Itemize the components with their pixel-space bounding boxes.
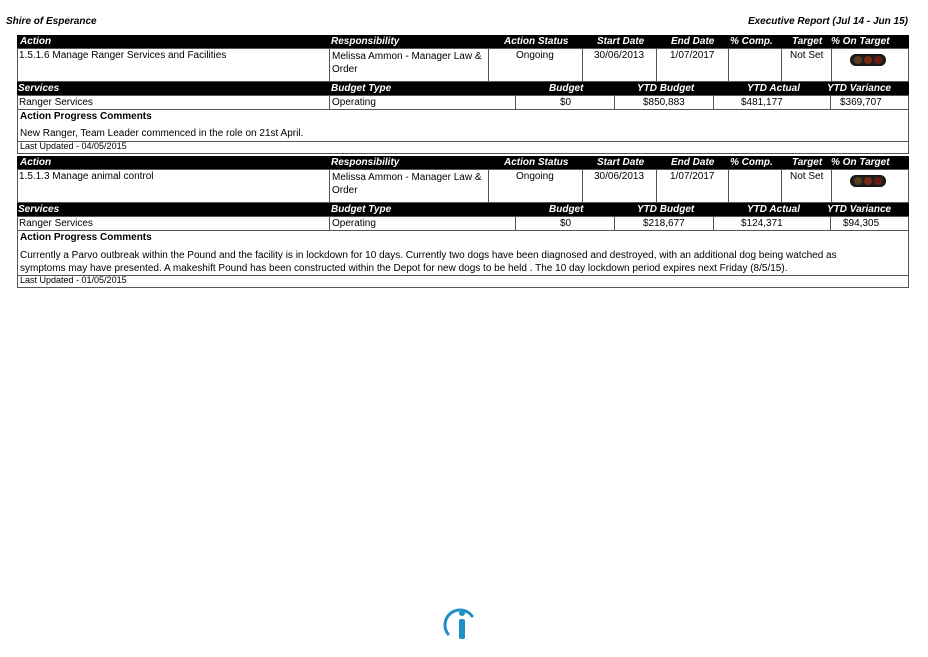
target: Not Set <box>790 171 824 182</box>
col-ytd-budget: YTD Budget <box>637 204 695 215</box>
last-updated-row <box>17 275 909 288</box>
ytd-variance: $94,305 <box>843 218 880 229</box>
comment-text: Currently a Parvo outbreak within the Pound and the facility is in lockdown for 10 days. Currently two dogs have been diagnosed and destroyed, with an additional dog being watched as symptoms may have presented. A makeshift Pound has been constructed within the Depot for new dogs to be held . The 10 day lockdown period expires next Friday (8/5/15). <box>20 250 837 274</box>
target: Not Set <box>790 50 824 61</box>
traffic-light-icon <box>850 175 886 187</box>
col-start-date: Start Date <box>597 36 645 47</box>
service-row <box>17 216 909 231</box>
col-end-date: End Date <box>671 157 715 168</box>
ytd-budget: $218,677 <box>643 218 685 229</box>
comments-title: Action Progress Comments <box>20 111 152 122</box>
i-logo-icon <box>440 606 480 640</box>
action-name: 1.5.1.6 Manage Ranger Services and Facilities <box>19 50 227 61</box>
action-progress-comments <box>17 109 909 142</box>
organisation-name: Shire of Esperance <box>6 16 97 27</box>
action-progress-comments <box>17 230 909 276</box>
budget-type: Operating <box>332 218 376 229</box>
action-name: 1.5.1.3 Manage animal control <box>19 171 154 182</box>
service-row <box>17 95 909 110</box>
col-responsibility: Responsibility <box>331 157 400 168</box>
col-ytd-variance: YTD Variance <box>827 83 892 94</box>
col-budget-type: Budget Type <box>331 83 392 94</box>
col-services: Services <box>18 83 60 94</box>
service-name: Ranger Services <box>19 97 93 108</box>
last-updated-row <box>17 141 909 154</box>
col-action: Action <box>20 36 52 47</box>
report-title: Executive Report (Jul 14 - Jun 15) <box>747 16 908 27</box>
end-date: 1/07/2017 <box>670 50 715 61</box>
col-budget: Budget <box>549 83 584 94</box>
responsibility: Melissa Ammon - Manager Law & Order <box>332 51 482 75</box>
budget: $0 <box>560 97 572 108</box>
col-action: Action <box>20 157 52 168</box>
col-pct-comp: % Comp. <box>730 36 773 47</box>
start-date: 30/06/2013 <box>594 50 645 61</box>
end-date: 1/07/2017 <box>670 171 715 182</box>
col-pct-comp: % Comp. <box>730 157 773 168</box>
ytd-actual: $124,371 <box>741 218 783 229</box>
services-header-row <box>17 203 909 216</box>
col-responsibility: Responsibility <box>331 36 400 47</box>
action-row <box>17 169 909 203</box>
action-row <box>17 48 909 82</box>
action-status: Ongoing <box>516 171 554 182</box>
ytd-variance: $369,707 <box>840 97 882 108</box>
col-on-target: % On Target <box>831 157 890 168</box>
ytd-actual: $481,177 <box>741 97 783 108</box>
last-updated: Last Updated - 01/05/2015 <box>20 275 127 285</box>
col-on-target: % On Target <box>831 36 890 47</box>
col-target: Target <box>792 157 823 168</box>
col-ytd-budget: YTD Budget <box>637 83 695 94</box>
action-header-row <box>17 35 909 48</box>
col-start-date: Start Date <box>597 157 645 168</box>
action-header-row <box>17 156 909 169</box>
col-target: Target <box>792 36 823 47</box>
responsibility: Melissa Ammon - Manager Law & Order <box>332 172 482 196</box>
services-header-row <box>17 82 909 95</box>
action-status: Ongoing <box>516 50 554 61</box>
budget: $0 <box>560 218 572 229</box>
col-services: Services <box>18 204 60 215</box>
col-budget-type: Budget Type <box>331 204 392 215</box>
col-ytd-actual: YTD Actual <box>747 204 800 215</box>
comment-text: New Ranger, Team Leader commenced in the role on 21st April. <box>20 128 304 139</box>
comments-title: Action Progress Comments <box>20 232 152 243</box>
last-updated: Last Updated - 04/05/2015 <box>20 141 127 151</box>
col-ytd-variance: YTD Variance <box>827 204 892 215</box>
col-ytd-actual: YTD Actual <box>747 83 800 94</box>
traffic-light-icon <box>850 54 886 66</box>
col-end-date: End Date <box>671 36 715 47</box>
col-action-status: Action Status <box>504 157 569 168</box>
start-date: 30/06/2013 <box>594 171 645 182</box>
col-action-status: Action Status <box>504 36 569 47</box>
col-budget: Budget <box>549 204 584 215</box>
service-name: Ranger Services <box>19 218 93 229</box>
ytd-budget: $850,883 <box>643 97 685 108</box>
budget-type: Operating <box>332 97 376 108</box>
